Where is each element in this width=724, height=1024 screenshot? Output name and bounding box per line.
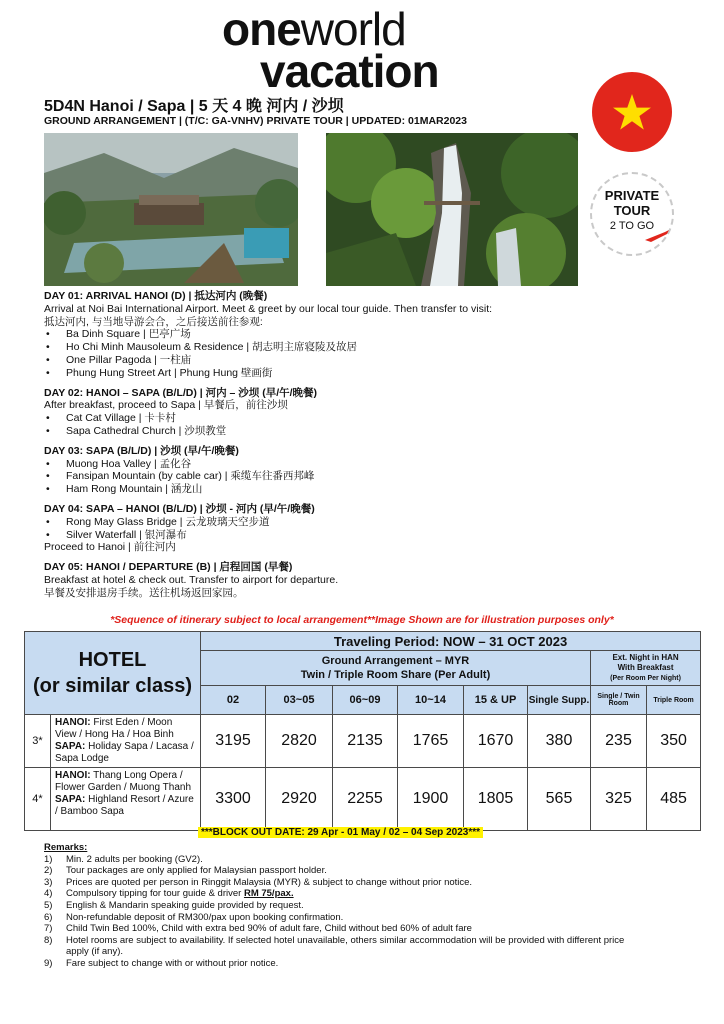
badge-private: PRIVATE xyxy=(604,188,660,203)
ga-sub: Twin / Triple Room Share (Per Adult) xyxy=(300,669,491,681)
list-item xyxy=(44,958,644,970)
remarks-heading: Remarks: xyxy=(44,842,88,853)
price-cell: 350 xyxy=(647,715,701,768)
day-04 xyxy=(44,503,644,554)
price-cell: 2135 xyxy=(333,715,398,768)
remark-number: 6) xyxy=(44,911,53,923)
brand-world: world xyxy=(300,3,406,55)
remark-text: Min. 2 adults per booking (GV2). xyxy=(66,853,203,865)
list-item xyxy=(44,854,644,866)
ground-arrangement-header xyxy=(201,651,591,686)
list-item: • One Pillar Pagoda | 一柱庙 xyxy=(44,354,644,367)
price-cell: 565 xyxy=(528,768,591,831)
table-row xyxy=(25,715,701,768)
remarks xyxy=(44,842,644,970)
day-03 xyxy=(44,445,644,496)
remark-text: Non-refundable deposit of RM300/pax upon booking confirmation. xyxy=(66,911,344,923)
hotel-list xyxy=(51,768,201,831)
vietnam-flag-icon xyxy=(592,72,672,152)
day-title: DAY 03: SAPA (B/L/D) | 沙坝 (早/午/晚餐) xyxy=(44,444,239,457)
remark-text: Fare subject to change with or without prior notice. xyxy=(66,957,279,969)
remark-text: Prices are quoted per person in Ringgit Malaysia (MYR) & subject to change without prior notice. xyxy=(66,876,473,888)
brand-logo xyxy=(222,3,512,97)
day-intro-cn: 抵达河内, 与当地导游会合，之后接送前往参观: xyxy=(44,315,263,328)
list-item xyxy=(44,935,644,958)
pax-col-10-14: 10~14 xyxy=(398,686,464,715)
badge-2-to-go: 2 TO GO xyxy=(609,220,655,232)
hanoi-hotels: First Eden / Moon View / Hong Ha / Hoa Binh xyxy=(55,717,174,740)
remark-text: Compulsory tipping for tour guide & driver xyxy=(66,888,244,900)
sapa-label: SAPA: xyxy=(55,741,86,752)
travel-period: Traveling Period: NOW – 31 OCT 2023 xyxy=(201,632,701,651)
remark-text: Tour packages are only applied for Malaysian passport holder. xyxy=(66,865,327,877)
price-cell: 1805 xyxy=(464,768,528,831)
sapa-village-photo xyxy=(44,133,298,286)
brand-vacation: vacation xyxy=(260,45,439,97)
hotel-header-title: HOTEL xyxy=(78,649,147,671)
price-cell: 235 xyxy=(591,715,647,768)
list-item: • Silver Waterfall | 银河瀑布 xyxy=(44,529,644,542)
price-cell: 485 xyxy=(647,768,701,831)
remark-number: 4) xyxy=(44,888,53,900)
price-cell: 2255 xyxy=(333,768,398,831)
list-item: • Phung Hung Street Art | Phung Hung 壁画街 xyxy=(44,367,644,380)
pax-col-02: 02 xyxy=(201,686,266,715)
list-item xyxy=(44,877,644,889)
day-title: DAY 02: HANOI – SAPA (B/L/D) | 河内 – 沙坝 (早/午/晚餐) xyxy=(44,386,318,399)
list-item: • Sapa Cathedral Church | 沙坝教堂 xyxy=(44,425,644,438)
itinerary-note: *Sequence of itinerary subject to local arrangement**Image Shown are for illustration purposes only* xyxy=(110,614,614,626)
sapa-hotels: Holiday Sapa / Lacasa / Sapa Lodge xyxy=(55,741,194,764)
sapa-hotels: Highland Resort / Azure / Bamboo Sapa xyxy=(55,794,194,817)
hotel-star: 4* xyxy=(25,768,51,831)
remark-number: 3) xyxy=(44,876,53,888)
hotel-header-sub: (or similar class) xyxy=(33,675,192,697)
price-cell: 1670 xyxy=(464,715,528,768)
hotel-star: 3* xyxy=(25,715,51,768)
ext-night-header xyxy=(591,651,701,686)
hanoi-label: HANOI: xyxy=(55,770,91,781)
day-title: DAY 04: SAPA – HANOI (B/L/D) | 沙坝 - 河内 (早/午/晚餐) xyxy=(44,502,315,515)
price-cell: 3300 xyxy=(201,768,266,831)
hanoi-label: HANOI: xyxy=(55,717,91,728)
price-cell: 1900 xyxy=(398,768,464,831)
day-intro: After breakfast, proceed to Sapa | 早餐后，前往沙坝 xyxy=(44,399,288,412)
remark-number: 8) xyxy=(44,934,53,946)
single-supp-col: Single Supp. xyxy=(528,686,591,715)
list-item xyxy=(44,912,644,924)
day-outro: Proceed to Hanoi | 前往河内 xyxy=(44,541,176,554)
day-title: DAY 01: ARRIVAL HANOI (D) | 抵达河内 (晚餐) xyxy=(44,290,268,302)
flag-star-icon xyxy=(613,94,651,130)
list-item: • Fansipan Mountain (by cable car) | 乘缆车往番西邦峰 xyxy=(44,470,644,483)
price-cell: 1765 xyxy=(398,715,464,768)
remark-text: Hotel rooms are subject to availability. If selected hotel unavailable, others similar accommodation will be provided with different price apply (if any). xyxy=(66,934,625,958)
remark-number: 1) xyxy=(44,853,53,865)
itinerary xyxy=(44,290,644,607)
day-01 xyxy=(44,290,644,380)
tour-title: 5D4N Hanoi / Sapa | 5 天 4 晚 河内 / 沙坝 xyxy=(44,98,344,115)
list-item xyxy=(44,923,644,935)
remark-number: 9) xyxy=(44,957,53,969)
private-tour-badge xyxy=(590,172,674,256)
ext-single-col: Single / Twin Room xyxy=(591,686,647,715)
price-cell: 325 xyxy=(591,768,647,831)
ext-sub: With Breakfast xyxy=(617,662,674,672)
sapa-label: SAPA: xyxy=(55,794,86,805)
remark-text: English & Mandarin speaking guide provided by request. xyxy=(66,899,304,911)
blackout-dates: ***BLOCK OUT DATE: 29 Apr - 01 May / 02 – 04 Sep 2023*** xyxy=(198,827,483,838)
tour-subtitle: GROUND ARRANGEMENT | (T/C: GA-VNHV) PRIVATE TOUR | UPDATED: 01MAR2023 xyxy=(44,115,467,127)
day-title: DAY 05: HANOI / DEPARTURE (B) | 启程回国 (早餐) xyxy=(44,561,293,574)
hotel-list xyxy=(51,715,201,768)
brand-one: one xyxy=(222,3,301,55)
day-line: Breakfast at hotel & check out. Transfer to airport for departure. xyxy=(44,573,339,586)
table-row xyxy=(25,768,701,831)
price-cell: 2820 xyxy=(266,715,333,768)
remark-number: 5) xyxy=(44,899,53,911)
pax-col-06-09: 06~09 xyxy=(333,686,398,715)
day-02 xyxy=(44,387,644,438)
list-item xyxy=(44,888,644,900)
price-cell: 380 xyxy=(528,715,591,768)
list-item xyxy=(44,900,644,912)
ext-triple-col: Triple Room xyxy=(647,686,701,715)
list-item xyxy=(44,865,644,877)
price-table xyxy=(24,631,701,831)
day-line-cn: 早餐及安排退房手续。送往机场返回家园。 xyxy=(44,586,244,599)
remark-number: 2) xyxy=(44,865,53,877)
list-item: • Ho Chi Minh Mausoleum & Residence | 胡志明主席寝陵及故居 xyxy=(44,341,644,354)
remark-text: Child Twin Bed 100%, Child with extra bed 90% of adult fare, Child without bed 60% of adult fare xyxy=(66,923,472,935)
badge-tour: TOUR xyxy=(613,203,651,218)
list-item: • Cat Cat Village | 卡卡村 xyxy=(44,412,644,425)
list-item: • Muong Hoa Valley | 孟化谷 xyxy=(44,458,644,471)
pax-col-03-05: 03~05 xyxy=(266,686,333,715)
ext-note: (Per Room Per Night) xyxy=(610,674,681,682)
pax-col-15-up: 15 & UP xyxy=(464,686,528,715)
plane-icon xyxy=(645,230,669,244)
price-cell: 2920 xyxy=(266,768,333,831)
list-item: • Rong May Glass Bridge | 云龙玻璃天空步道 xyxy=(44,516,644,529)
price-cell: 3195 xyxy=(201,715,266,768)
day-intro: Arrival at Noi Bai International Airport. Meet & greet by our local tour guide. Then transfer to visit: xyxy=(44,302,493,315)
tipping-amount: RM 75/pax. xyxy=(243,888,294,900)
list-item: • Ham Rong Mountain | 涵龙山 xyxy=(44,483,644,496)
hotel-header xyxy=(25,632,201,715)
day-05 xyxy=(44,561,644,599)
list-item: • Ba Dinh Square | 巴亭广场 xyxy=(44,328,644,341)
ext-title: Ext. Night in HAN xyxy=(612,652,679,662)
silver-waterfall-photo xyxy=(326,133,578,286)
hanoi-hotels: Thang Long Opera / Flower Garden / Muong Thanh xyxy=(55,770,192,793)
ga-title: Ground Arrangement – MYR xyxy=(321,655,470,667)
remark-number: 7) xyxy=(44,923,53,935)
